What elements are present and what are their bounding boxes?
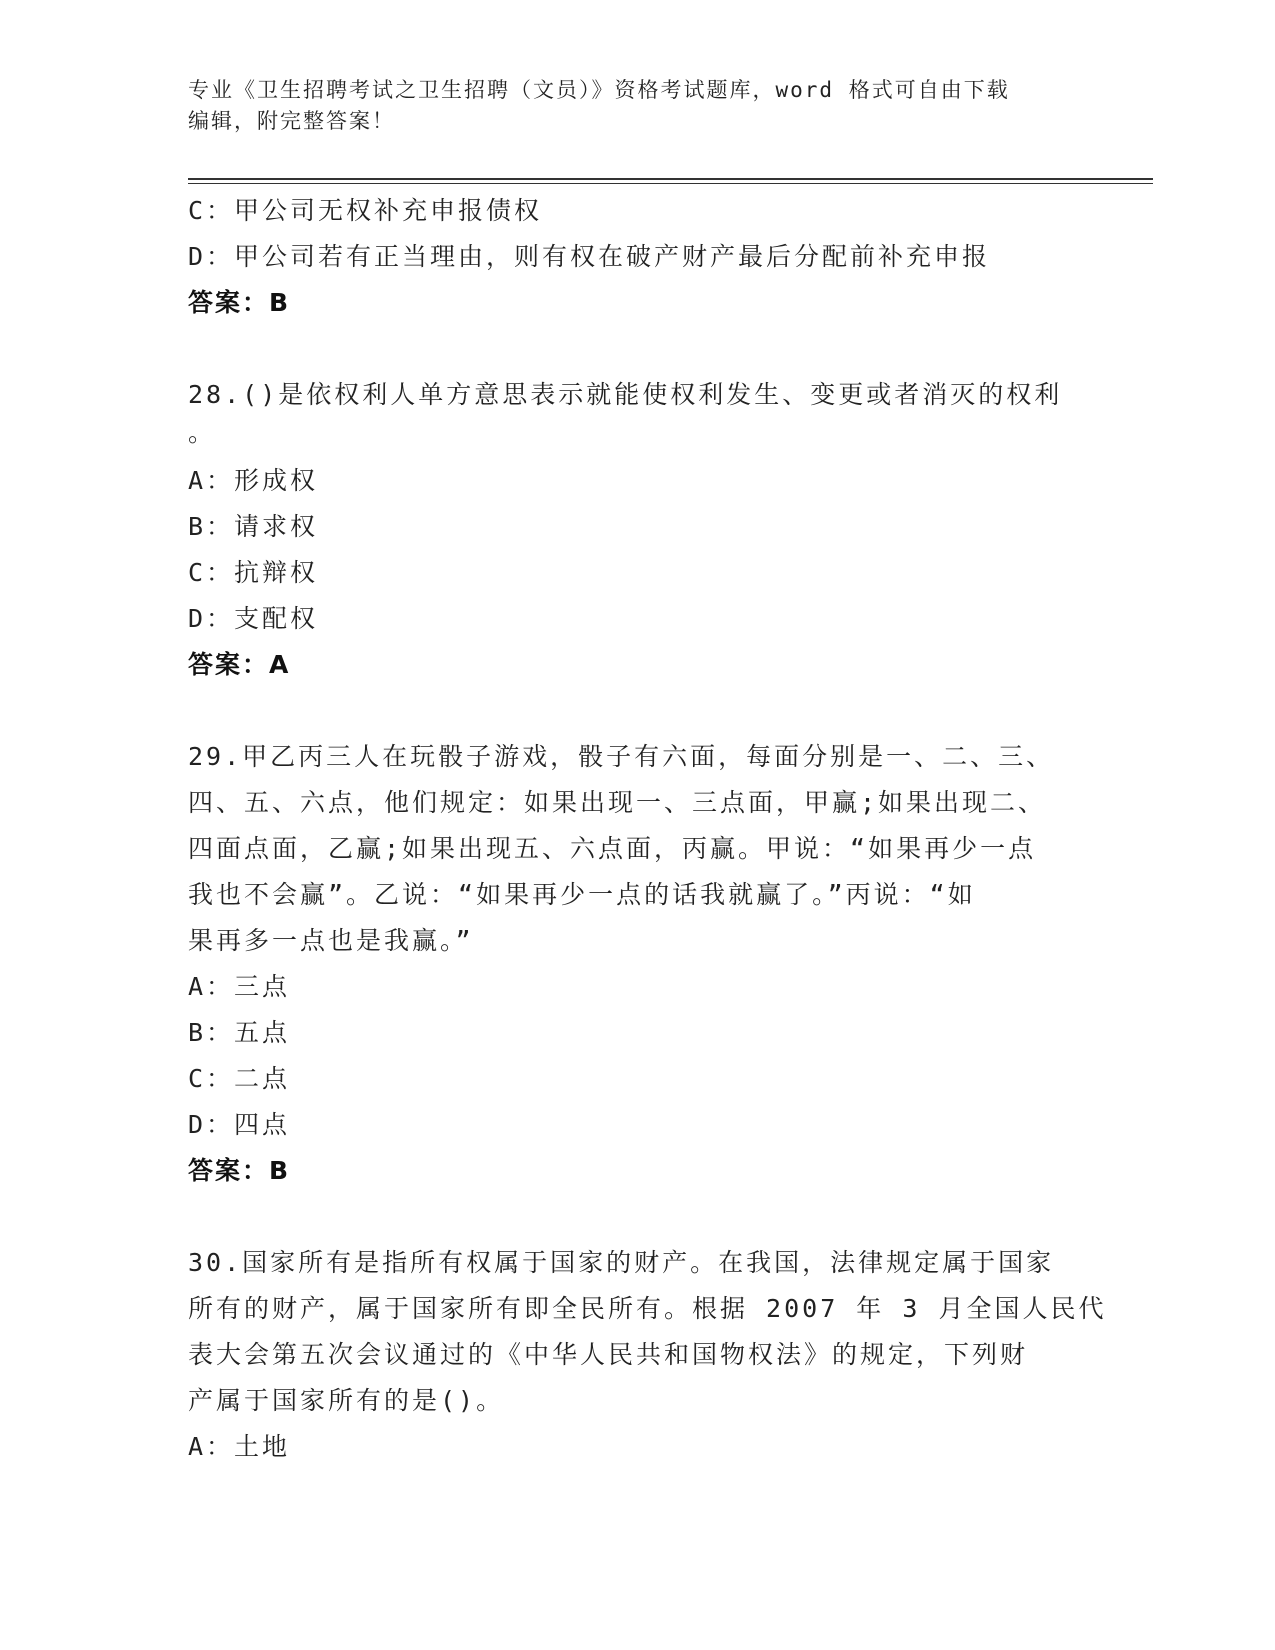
option-c: C：抗辩权 (188, 558, 319, 587)
option-d: D：甲公司若有正当理由，则有权在破产财产最后分配前补充申报 (188, 242, 991, 271)
document-header (188, 75, 1088, 137)
question-stem-line: 29.甲乙丙三人在玩骰子游戏，骰子有六面，每面分别是一、二、三、 (188, 742, 1055, 771)
question-30 (188, 1240, 1107, 1470)
question-stem-line: 。 (188, 418, 217, 447)
question-stem-line: 30.国家所有是指所有权属于国家的财产。在我国，法律规定属于国家 (188, 1248, 1055, 1277)
option-a: A：形成权 (188, 466, 319, 495)
question-stem-line: 28.()是依权利人单方意思表示就能使权利发生、变更或者消灭的权利 (188, 380, 1063, 409)
header-divider-thick (188, 178, 1153, 180)
question-stem-line: 四面点面，乙赢;如果出现五、六点面，丙赢。甲说：“如果再少一点 (188, 834, 1037, 863)
question-content (188, 188, 1107, 1470)
option-b: B：请求权 (188, 512, 319, 541)
option-a: A：土地 (188, 1432, 291, 1461)
option-c: C：二点 (188, 1064, 291, 1093)
question-29 (188, 734, 1088, 1194)
answer-line: 答案：B (188, 1156, 291, 1185)
spacer (188, 1194, 1088, 1240)
option-d: D：四点 (188, 1110, 291, 1139)
question-stem-line: 表大会第五次会议通过的《中华人民共和国物权法》的规定，下列财 (188, 1340, 1029, 1369)
question-28 (188, 372, 1088, 688)
question-stem-line: 产属于国家所有的是()。 (188, 1386, 505, 1415)
answer-line: 答案：A (188, 650, 291, 679)
answer-line: 答案：B (188, 288, 291, 317)
option-a: A：三点 (188, 972, 291, 1001)
header-line-2: 编辑，附完整答案！ (188, 109, 395, 133)
spacer (188, 326, 1088, 372)
option-c: C：甲公司无权补充申报债权 (188, 196, 543, 225)
header-line-1: 专业《卫生招聘考试之卫生招聘（文员）》资格考试题库，word 格式可自由下载 (188, 78, 1010, 102)
option-b: B：五点 (188, 1018, 291, 1047)
option-d: D：支配权 (188, 604, 319, 633)
question-stem-line: 我也不会赢”。乙说：“如果再少一点的话我就赢了。”丙说：“如 (188, 880, 976, 909)
question-stem-line: 四、五、六点，他们规定：如果出现一、三点面，甲赢;如果出现二、 (188, 788, 1047, 817)
question-stem-line: 果再多一点也是我赢。” (188, 926, 474, 955)
question-stem-line: 所有的财产，属于国家所有即全民所有。根据 2007 年 3 月全国人民代 (188, 1294, 1107, 1323)
prev-question (188, 188, 1088, 326)
header-divider-thin (188, 183, 1153, 184)
spacer (188, 688, 1088, 734)
